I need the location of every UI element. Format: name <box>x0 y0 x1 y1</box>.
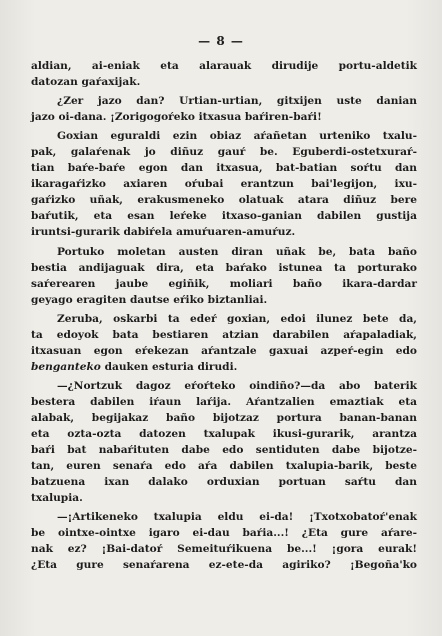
paragraph <box>31 378 417 506</box>
text-line: tan, euren senaŕa edo aŕa dabilen txalupia-barik, beste <box>31 460 417 473</box>
text-line: nak ez? ¡Bai-datoŕ Semeituŕikuena be...! ¡gora eurak! <box>31 543 417 556</box>
paragraph <box>31 93 417 125</box>
text-line: saŕerearen jaube egiñik, moliari baño ikara-dardar <box>31 277 417 290</box>
text-line: —¿Nortzuk dagoz eŕoŕteko oindiño?—da abo baterik <box>57 379 417 392</box>
text-line: tian baŕe-baŕe egon dan itxasua, bat-batian soŕtu dan <box>31 162 417 175</box>
text-line: ¿Zer jazo dan? Urtian-urtian, gitxijen uste danian <box>57 95 417 108</box>
text-line: jazo oi-dana. ¡Zorigogoŕeko itxasua baŕiren-baŕi! <box>31 111 322 124</box>
body-text <box>31 58 417 576</box>
text-line: batzuena ixan dalako orduxian portuan saŕtu dan <box>31 476 417 489</box>
text-line: iruntsi-gurarik dabiŕela amuŕuaren-amuŕuz. <box>31 226 296 239</box>
text-line: geyago eragiten dautse eŕiko biztanliai. <box>31 293 268 306</box>
text-line: itxasuan egon eŕekezan aŕantzale gaxuai azpeŕ-egin edo <box>31 344 417 357</box>
paragraph <box>31 311 417 375</box>
paragraph <box>31 128 417 240</box>
text-line: alabak, begijakaz baño bijotzaz portura banan-banan <box>31 411 417 424</box>
text-line: bestia andijaguak dira, eta baŕako istunea ta porturako <box>31 261 417 274</box>
paragraph <box>31 58 417 90</box>
paragraph <box>31 244 417 308</box>
text-line: be ointxe-ointxe igaro ei-dau baŕia...! ¿Eta gure aŕare- <box>31 527 417 540</box>
text-line: Portuko moletan austen diran uñak be, bata baño <box>57 245 417 258</box>
text-line: gaŕizko uñak, erakusmeneko olatuak atara diñuz bere <box>31 194 417 207</box>
text-line: txalupia. <box>31 492 83 505</box>
text-line: aldian, ai-eniak eta alarauak dirudije portu-aldetik <box>31 60 417 72</box>
text-line: benganteko dauken esturia dirudi. <box>31 360 238 373</box>
text-line: baŕi bat nabaŕituten dabe edo sentiduten dabe bijotze- <box>31 444 417 457</box>
text-line: pak, galaŕenak jo diñuz gauŕ be. Eguberdi-ostetxuraŕ- <box>31 146 417 159</box>
text-line: bestera dabilen iŕaun laŕija. Aŕantzalien emaztiak eta <box>31 395 417 408</box>
text-line: datozan gaŕaxijak. <box>31 76 141 89</box>
text-line: ta edoyok bata bestiaren atzian darabilen aŕapaladiak, <box>31 328 417 341</box>
text-line: ikaragaŕizko axiaren oŕubai erantzun bai'legijon, ixu- <box>31 178 417 191</box>
text-line: baŕutik, eta esan leŕeke itxaso-ganian dabilen gustija <box>31 210 417 223</box>
text-line: Zeruba, oskarbi ta edeŕ goxian, edoi ilunez bete da, <box>57 312 417 325</box>
page-number: — 8 — <box>198 34 244 48</box>
text-line: —¡Artikeneko txalupia eldu ei-da! ¡Txotxobatoŕ'enak <box>57 511 417 524</box>
text-line: eta ozta-ozta datozen txalupak ikusi-gurarik, arantza <box>31 428 417 441</box>
text-line: Goxian eguraldi ezin obiaz aŕañetan urteniko txalu- <box>57 130 417 143</box>
text-line: ¿Eta gure senaŕarena ez-ete-da agiriko? ¡Begoña'ko <box>31 559 417 572</box>
paragraph <box>31 509 417 573</box>
